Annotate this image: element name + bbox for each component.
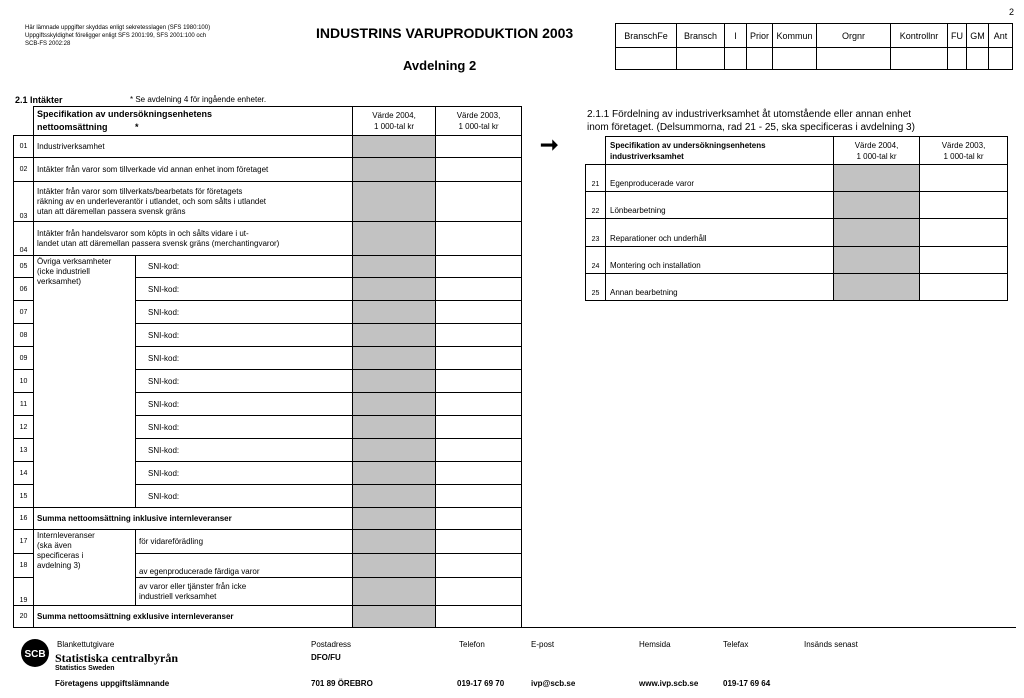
row-label: Intäkter från varor som tillverkats/bearbetats för företagets räkning av en underleverantör i utlandet, och som sålts i utlandet utan att däremellan passera svensk gräns (34, 182, 353, 222)
header-spec: Specifikation av undersökningsenhetens nettoomsättning * (34, 107, 353, 136)
table-row (586, 219, 1008, 247)
code-input-kommun[interactable] (773, 48, 817, 70)
value-2004-input[interactable] (353, 606, 436, 628)
value-2004-input[interactable] (353, 578, 436, 606)
table-row (586, 274, 1008, 301)
footer-epost-label: E-post (531, 640, 555, 649)
header-value-2003: Värde 2003, 1 000-tal kr (436, 107, 522, 136)
row-label: Reparationer och underhåll (606, 219, 834, 247)
value-2004-input[interactable] (353, 256, 436, 278)
row-number: 10 (14, 370, 34, 393)
row-number: 09 (14, 347, 34, 370)
subsection-title: 2.1.1 Fördelning av industriverksamhet åt utomstående eller annan enhet inom företaget. (Delsummorna, rad 21 - 25, ska specificeras i avdelning 3) (587, 109, 915, 133)
footer-divider (18, 627, 1016, 628)
row-number: 02 (14, 158, 34, 182)
value-2004-input[interactable] (353, 370, 436, 393)
row-number: 24 (586, 247, 606, 274)
footer-postadress-line2: 701 89 ÖREBRO (311, 679, 373, 688)
sni-code-field[interactable]: SNI-kod: (136, 462, 353, 485)
row-label: för vidareförädling (136, 530, 353, 554)
footer-postadress-label: Postadress (311, 640, 352, 649)
scb-logo (20, 638, 50, 668)
form-title: INDUSTRINS VARUPRODUKTION 2003 (316, 25, 574, 41)
code-label-prior: Prior (747, 24, 773, 48)
row-label: Lönbearbetning (606, 192, 834, 219)
value-2003-input[interactable] (436, 578, 522, 606)
header-value-2003: Värde 2003, 1 000-tal kr (920, 137, 1008, 165)
code-input-bransch[interactable] (677, 48, 725, 70)
row-number: 12 (14, 416, 34, 439)
sni-code-field[interactable]: SNI-kod: (136, 485, 353, 508)
row-label: Egenproducerade varor (606, 165, 834, 192)
code-input-prior[interactable] (747, 48, 773, 70)
value-2003-input[interactable] (436, 347, 522, 370)
value-2003-input[interactable] (920, 219, 1008, 247)
code-label-bransch: Bransch (677, 24, 725, 48)
value-2003-input[interactable] (920, 192, 1008, 219)
value-2003-input[interactable] (436, 554, 522, 578)
header-value-2004: Värde 2004, 1 000-tal kr (834, 137, 920, 165)
table-row (14, 222, 522, 256)
footer-hemsida-label: Hemsida (639, 640, 671, 649)
footer-telefax-label: Telefax (723, 640, 749, 649)
footer-foretagens-label: Företagens uppgiftslämnande (55, 679, 170, 688)
table-header-row (14, 107, 522, 136)
row-label: Summa nettoomsättning exklusive internleveranser (34, 606, 353, 628)
code-input-branschfe[interactable] (616, 48, 677, 70)
arrow-right-icon: ➞ (540, 132, 559, 157)
value-2003-input[interactable] (436, 136, 522, 158)
value-2003-input[interactable] (436, 606, 522, 628)
code-label-i: I (725, 24, 747, 48)
sni-code-field[interactable]: SNI-kod: (136, 324, 353, 347)
sni-code-field[interactable]: SNI-kod: (136, 256, 353, 278)
revenue-table (13, 106, 522, 628)
value-2004-input[interactable] (353, 347, 436, 370)
value-2004-input[interactable] (353, 485, 436, 508)
value-2003-input[interactable] (436, 439, 522, 462)
value-2004-input[interactable] (834, 219, 920, 247)
value-2003-input[interactable] (436, 222, 522, 256)
code-input-fu[interactable] (948, 48, 967, 70)
sni-code-field[interactable]: SNI-kod: (136, 347, 353, 370)
value-2004-input[interactable] (353, 393, 436, 416)
value-2003-input[interactable] (436, 485, 522, 508)
table-row (14, 182, 522, 222)
table-row (14, 606, 522, 628)
row-number: 19 (14, 578, 34, 606)
value-2004-input[interactable] (834, 274, 920, 301)
footer-telefax: 019-17 69 64 (723, 679, 771, 688)
table-row (14, 530, 522, 554)
row-number: 08 (14, 324, 34, 347)
row-number: 03 (14, 182, 34, 222)
footer-blankettutgivare-label: Blankettutgivare (57, 640, 115, 649)
value-2003-input[interactable] (920, 247, 1008, 274)
table-row (14, 158, 522, 182)
row-number: 16 (14, 508, 34, 530)
table-row (14, 256, 522, 278)
value-2004-input[interactable] (834, 192, 920, 219)
table-row (586, 192, 1008, 219)
table-row (586, 247, 1008, 274)
sni-code-field[interactable]: SNI-kod: (136, 370, 353, 393)
page-number: 2 (1009, 7, 1015, 17)
footer-org-name-en: Statistics Sweden (55, 665, 115, 672)
value-2003-input[interactable] (436, 301, 522, 324)
row-label: av varor eller tjänster från icke industriell verksamhet (136, 578, 353, 606)
value-2004-input[interactable] (353, 278, 436, 301)
value-2003-input[interactable] (436, 462, 522, 485)
row-label: Intäkter från varor som tillverkade vid annan enhet inom företaget (34, 158, 353, 182)
value-2004-input[interactable] (834, 165, 920, 192)
row-number: 22 (586, 192, 606, 219)
header-value-2004: Värde 2004, 1 000-tal kr (353, 107, 436, 136)
row-number: 14 (14, 462, 34, 485)
value-2003-input[interactable] (436, 370, 522, 393)
value-2003-input[interactable] (436, 393, 522, 416)
value-2004-input[interactable] (353, 324, 436, 347)
value-2004-input[interactable] (353, 158, 436, 182)
sni-code-field[interactable]: SNI-kod: (136, 416, 353, 439)
value-2004-input[interactable] (353, 439, 436, 462)
distribution-table (585, 136, 1008, 301)
code-label-kontrollnr: Kontrollnr (891, 24, 948, 48)
row-number: 13 (14, 439, 34, 462)
row-number: 25 (586, 274, 606, 301)
code-label-orgnr: Orgnr (817, 24, 891, 48)
legal-line: SCB-FS 2002:28 (25, 41, 71, 47)
value-2004-input[interactable] (834, 247, 920, 274)
code-label-kommun: Kommun (773, 24, 817, 48)
table-row (14, 136, 522, 158)
svg-text:SCB: SCB (24, 649, 46, 660)
value-2003-input[interactable] (920, 165, 1008, 192)
row-number: 11 (14, 393, 34, 416)
value-2004-input[interactable] (353, 182, 436, 222)
code-label-gm: GM (967, 24, 989, 48)
value-2003-input[interactable] (436, 416, 522, 439)
section-title: 2.1 Intäkter (15, 95, 63, 105)
value-2004-input[interactable] (353, 222, 436, 256)
header-spec: Specifikation av undersökningsenhetens industriverksamhet (606, 137, 834, 165)
footer-telefon-label: Telefon (459, 640, 485, 649)
row-label: Industriverksamhet (34, 136, 353, 158)
value-2003-input[interactable] (436, 508, 522, 530)
footer-epost-link[interactable]: ivp@scb.se (531, 679, 576, 688)
value-2004-input[interactable] (353, 136, 436, 158)
sni-code-field[interactable]: SNI-kod: (136, 439, 353, 462)
legal-notice (25, 24, 210, 48)
section-note: * Se avdelning 4 för ingående enheter. (130, 95, 267, 104)
row-number: 04 (14, 222, 34, 256)
table-row (586, 165, 1008, 192)
row-label: Summa nettoomsättning inklusive internleveranser (34, 508, 353, 530)
code-label-ant: Ant (989, 24, 1013, 48)
value-2004-input[interactable] (353, 508, 436, 530)
row-number: 06 (14, 278, 34, 301)
sni-code-field[interactable]: SNI-kod: (136, 301, 353, 324)
code-input-kontrollnr[interactable] (891, 48, 948, 70)
code-input-orgnr[interactable] (817, 48, 891, 70)
row-label: Annan bearbetning (606, 274, 834, 301)
sni-code-field[interactable]: SNI-kod: (136, 278, 353, 301)
value-2003-input[interactable] (920, 274, 1008, 301)
row-label: av egenproducerade färdiga varor (136, 554, 353, 578)
value-2003-input[interactable] (436, 158, 522, 182)
value-2004-input[interactable] (353, 301, 436, 324)
value-2003-input[interactable] (436, 530, 522, 554)
row-number: 23 (586, 219, 606, 247)
form-subtitle: Avdelning 2 (403, 58, 477, 73)
code-input-i[interactable] (725, 48, 747, 70)
value-2004-input[interactable] (353, 416, 436, 439)
row-number: 17 (14, 530, 34, 554)
footer-telefon: 019-17 69 70 (457, 679, 505, 688)
row-number: 15 (14, 485, 34, 508)
ovriga-label: Övriga verksamheter (icke industriell verksamhet) (34, 256, 136, 508)
footer-org-name: Statistiska centralbyrån (55, 651, 178, 665)
row-number: 20 (14, 606, 34, 628)
code-label-fu: FU (948, 24, 967, 48)
table-row (14, 508, 522, 530)
internleveranser-label: Internleveranser (ska även specificeras i avdelning 3) (34, 530, 136, 606)
row-label: Intäkter från handelsvaror som köpts in och sålts vidare i ut- landet utan att däremellan passera svensk gräns (merchantingvaror) (34, 222, 353, 256)
footer-insands-label: Insänds senast (804, 640, 858, 649)
row-label: Montering och installation (606, 247, 834, 274)
code-input-gm[interactable] (967, 48, 989, 70)
code-input-ant[interactable] (989, 48, 1013, 70)
sni-code-field[interactable]: SNI-kod: (136, 393, 353, 416)
row-number: 05 (14, 256, 34, 278)
value-2004-input[interactable] (353, 530, 436, 554)
row-number: 18 (14, 554, 34, 578)
row-number: 01 (14, 136, 34, 158)
legal-line: Här lämnade uppgifter skyddas enligt sekretesslagen (SFS 1980:100) (25, 25, 211, 31)
code-label-branschfe: BranschFe (616, 24, 677, 48)
value-2003-input[interactable] (436, 256, 522, 278)
value-2003-input[interactable] (436, 278, 522, 301)
footer-hemsida-link[interactable]: www.ivp.scb.se (639, 679, 699, 688)
value-2003-input[interactable] (436, 324, 522, 347)
value-2004-input[interactable] (353, 462, 436, 485)
row-number: 21 (586, 165, 606, 192)
code-box (615, 23, 1013, 70)
value-2003-input[interactable] (436, 182, 522, 222)
row-number: 07 (14, 301, 34, 324)
value-2004-input[interactable] (353, 554, 436, 578)
footer-postadress-line1: DFO/FU (311, 653, 341, 662)
legal-line: Uppgiftsskyldighet föreligger enligt SFS 2001:99, SFS 2001:100 och (25, 33, 207, 39)
table-header-row (586, 137, 1008, 165)
